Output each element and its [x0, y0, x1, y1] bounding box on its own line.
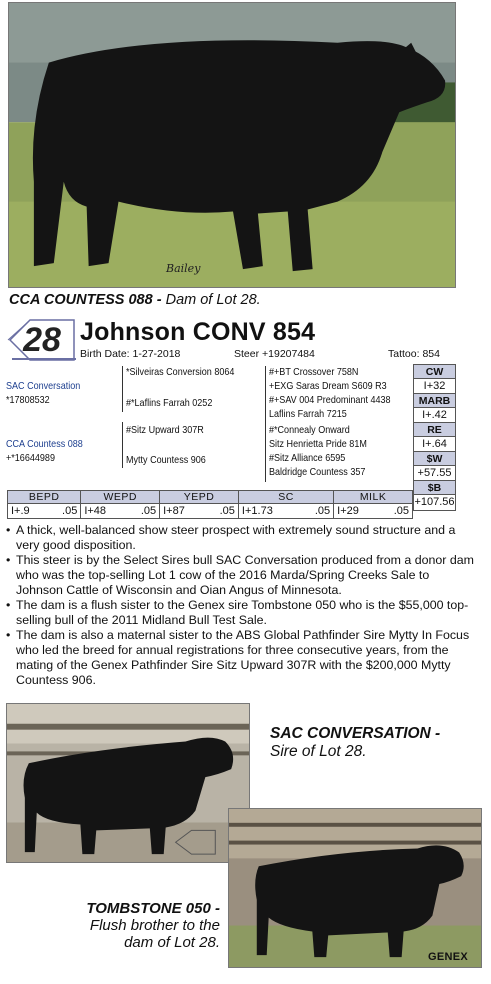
pedigree-gen3-6: Sitz Henrietta Pride 81M: [269, 438, 367, 450]
sire-photo: [6, 703, 250, 863]
pedigree-dam-reg: +*16644989: [6, 452, 55, 464]
pedigree-gen3-2: +EXG Saras Dream S609 R3: [269, 380, 387, 392]
tombstone-caption: [60, 900, 220, 951]
dam-photo: [8, 2, 456, 288]
lot-title: Johnson CONV 854: [80, 318, 316, 346]
trait-value: I+48: [84, 505, 107, 517]
genex-logo: GENEX: [428, 951, 469, 963]
trait-value: I+29: [337, 505, 359, 517]
trait-cell-bepd: [8, 504, 81, 519]
trait-value: I+.9: [11, 505, 30, 517]
trait-accuracy: .05: [314, 505, 331, 517]
trait-accuracy: .05: [140, 505, 157, 517]
epd-value-b: +107.56: [414, 496, 455, 508]
pedigree-sire-sire: *Silveiras Conversion 8064: [126, 366, 235, 378]
trait-accuracy: .05: [393, 505, 409, 517]
steer-registration: Steer +19207484: [234, 348, 315, 360]
sire-caption: [270, 725, 440, 761]
epd-value-marb: I+.42: [414, 408, 455, 423]
sire-caption-desc: Sire of Lot 28.: [270, 743, 367, 760]
pedigree-sire: SAC Conversation: [6, 380, 81, 392]
trait-header-bepd: BEPD: [8, 491, 81, 504]
carcass-epd-box: [413, 364, 456, 511]
tombstone-caption-line2: dam of Lot 28.: [124, 934, 220, 951]
epd-label-re: RE: [414, 423, 455, 437]
epd-label-cw: CW: [414, 365, 455, 379]
description-list: [6, 523, 478, 688]
description-item: • A thick, well-balanced show steer prospect with extremely sound structure and a very good disposition.: [6, 523, 478, 553]
birth-date: Birth Date: 1-27-2018: [80, 348, 181, 360]
pedigree-dam-sire: #Sitz Upward 307R: [126, 424, 204, 436]
pedigree-gen3-1: #+BT Crossover 758N: [269, 366, 359, 378]
trait-cell-yepd: [160, 504, 239, 519]
pedigree-dam: CCA Countess 088: [6, 438, 83, 450]
epd-value-cw: I+32: [414, 379, 455, 394]
tombstone-caption-name: TOMBSTONE 050 -: [86, 900, 220, 917]
pedigree-gen3-3: #+SAV 004 Predominant 4438: [269, 394, 391, 406]
tattoo: Tattoo: 854: [388, 348, 440, 360]
trait-header-milk: MILK: [334, 491, 413, 504]
epd-label-w: $W: [414, 452, 455, 466]
trait-accuracy: .05: [219, 505, 235, 517]
tombstone-caption-line1: Flush brother to the: [89, 917, 220, 934]
trait-header-yepd: YEPD: [160, 491, 239, 504]
trait-header-sc: SC: [238, 491, 333, 504]
epd-label-b: $B: [414, 481, 455, 495]
description-item: • This steer is by the Select Sires bull SAC Conversation produced from a donor dam who was the top-selling Lot 1 cow of the 2016 Marda/Spring Creeks Sale to Johnson Cattle of Wisconsin and Oian Angus of Minnesota.: [6, 553, 478, 598]
pedigree-bracket: [122, 366, 123, 412]
pedigree-gen3-5: #*Connealy Onward: [269, 424, 350, 436]
pedigree-bracket: [265, 424, 266, 482]
dam-caption-desc: Dam of Lot 28.: [161, 292, 261, 308]
lot-number: 28: [23, 321, 61, 359]
dam-caption: [9, 292, 261, 308]
epd-value-w: +57.55: [414, 466, 455, 481]
trait-cell-milk: [334, 504, 413, 519]
trait-accuracy: .05: [62, 505, 78, 517]
trait-epd-table: [7, 490, 413, 519]
trait-value: I+1.73: [241, 505, 273, 517]
trait-cell-wepd: [81, 504, 160, 519]
pedigree-sire-reg: *17808532: [6, 394, 50, 406]
pedigree-dam-dam: Mytty Countess 906: [126, 454, 206, 466]
tombstone-photo: [228, 808, 482, 968]
pedigree-sire-dam: #*Laflins Farrah 0252: [126, 397, 213, 409]
pedigree-bracket: [122, 422, 123, 468]
epd-label-marb: MARB: [414, 394, 455, 408]
dam-caption-name: CCA COUNTESS 088 -: [9, 292, 162, 308]
description-item: • The dam is also a maternal sister to the ABS Global Pathfinder Sire Mytty In Focus who led the breed for annual registrations for three consecutive years, from the mating of the Genex Pathfinder Sire Sitz Upward 307R with the $200,000 Mytty Countess 906.: [6, 628, 478, 688]
trait-value: I+87: [163, 505, 185, 517]
description-item: • The dam is a flush sister to the Genex sire Tombstone 050 who is the $55,000 top-selling bull of the 2011 Midland Bull Test Sale.: [6, 598, 478, 628]
pedigree-gen3-4: Laflins Farrah 7215: [269, 408, 347, 420]
sire-caption-name: SAC CONVERSATION -: [270, 725, 441, 742]
pedigree-gen3-7: #Sitz Alliance 6595: [269, 452, 346, 464]
epd-value-re: I+.64: [414, 437, 455, 452]
trait-header-wepd: WEPD: [81, 491, 160, 504]
trait-cell-sc: [238, 504, 333, 519]
photographer-signature: Bailey: [166, 262, 201, 275]
pedigree-gen3-8: Baldridge Countess 357: [269, 466, 366, 478]
pedigree-bracket: [265, 366, 266, 424]
